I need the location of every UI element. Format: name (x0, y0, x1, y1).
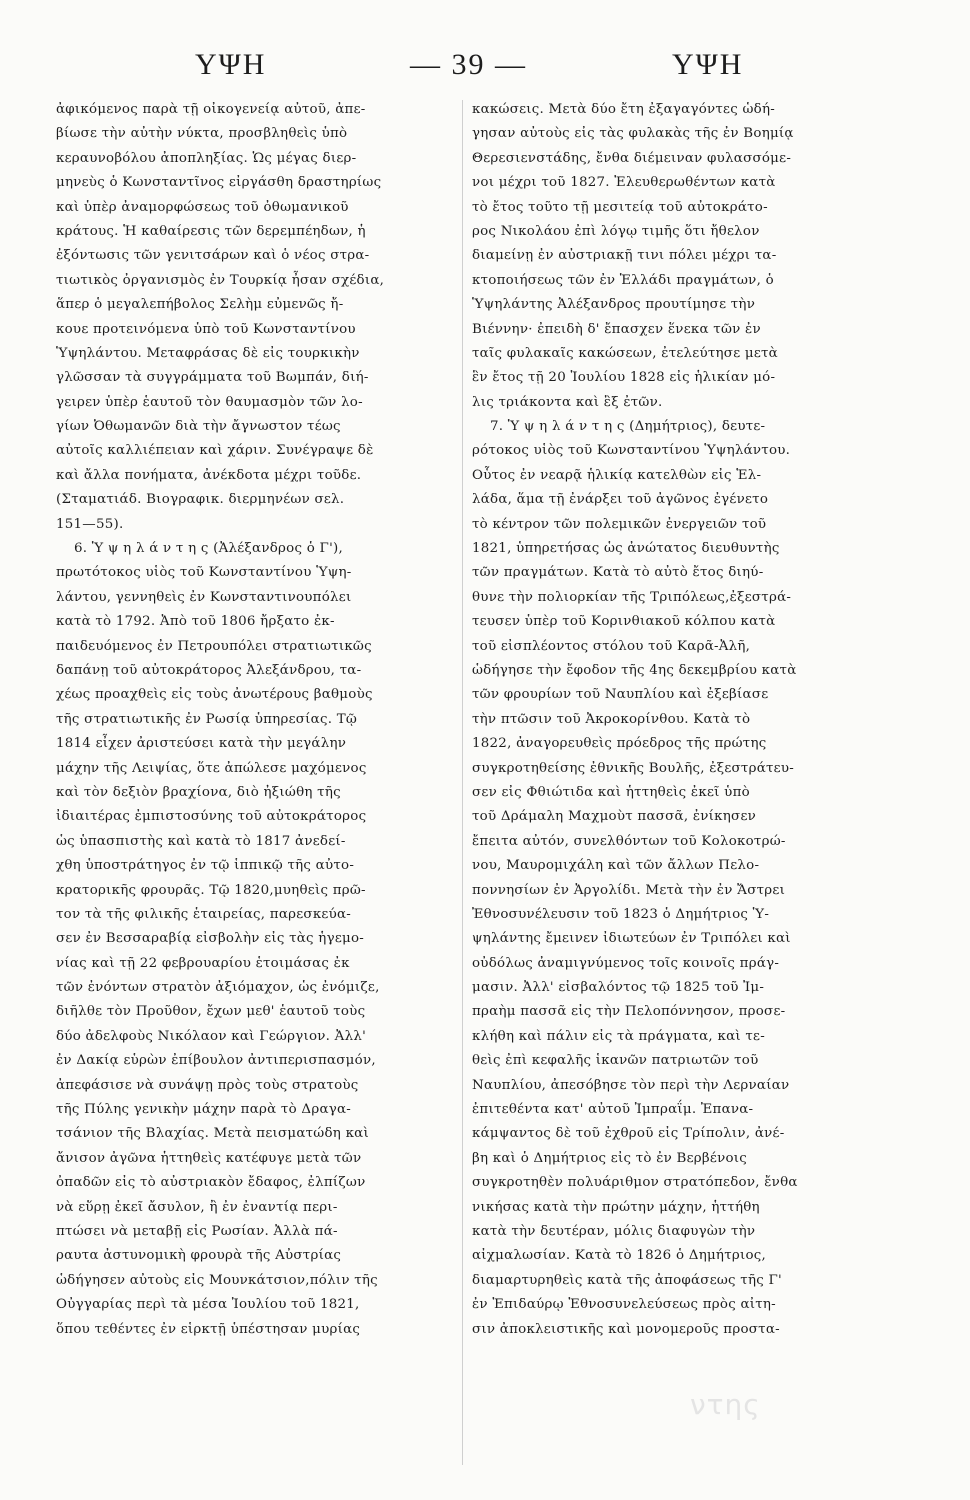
text-line: ἅπερ ὁ μεγαλεπήβολος Σελὴμ εὐμενῶς ἤ- (56, 297, 344, 313)
text-line: νὰ εὕρῃ ἐκεῖ ἄσυλον, ἢ ἐν ἐναντίᾳ περι- (56, 1199, 338, 1215)
text-line: κατὰ τὸ 1792. Ἀπὸ τοῦ 1806 ἤρξατο ἐκ- (56, 614, 335, 630)
text-line: τον τὰ τῆς φιλικῆς ἑταιρείας, παρεσκεύα- (56, 906, 352, 922)
text-line: αἰχμαλωσίαν. Κατὰ τὸ 1826 ὁ Δημήτριος, (472, 1248, 767, 1264)
page-number: — 39 — (410, 48, 527, 81)
text-line: 1822, ἀναγορευθεὶς πρόεδρος τῆς πρώτης (472, 736, 767, 752)
text-line: κεραυνοβόλου ἀποπληξίας. Ὡς μέγας διερ- (56, 150, 357, 166)
text-line: χέως προαχθεὶς εἰς τοὺς ἀνωτέρους βαθμοὺς (56, 687, 373, 703)
text-line: 1814 εἶχεν ἀριστεύσει κατὰ τὴν μεγάλην (56, 736, 347, 752)
text-line: 151—55). (56, 516, 124, 532)
text-line: τῶν ἐνόντων στρατὸν ἀξιόμαχον, ὡς ἐνόμιζε, (56, 980, 380, 996)
text-line: ταῖς φυλακαῖς κακώσεων, ἐτελεύτησε μετὰ (472, 345, 778, 361)
page-header (40, 48, 930, 98)
text-line: γλῶσσαν τὰ συγγράμματα τοῦ Βωμπάν, διή- (56, 370, 369, 386)
text-line: χθη ὑποστράτηγος ἐν τῷ ἱππικῷ τῆς αὐτο- (56, 858, 355, 874)
text-line: καὶ τὸν δεξιὸν βραχίονα, διὸ ἠξιώθη τῆς (56, 784, 341, 800)
text-line: συγκροτηθὲν πολυάριθμον στρατόπεδον, ἔνθα (472, 1175, 798, 1191)
text-line: ἄνισον ἀγῶνα ἡττηθεὶς κατέφυγε μετὰ τῶν (56, 1150, 362, 1166)
right-text-column (472, 98, 904, 1342)
text-line: ἀπεφάσισε νὰ συνάψῃ πρὸς τοὺς στρατοὺς (56, 1077, 359, 1093)
text-line: τευσεν ὑπὲρ τοῦ Κορινθιακοῦ κόλπου κατὰ (472, 614, 776, 630)
text-line: ἔπειτα αὐτόν, συνελθόντων τοῦ Κολοκοτρώ- (472, 833, 786, 849)
text-line: νοι μέχρι τοῦ 1827. Ἐλευθερωθέντων κατὰ (472, 175, 776, 191)
text-line: κουε προτεινόμενα ὑπὸ τοῦ Κωνσταντίνου (56, 321, 356, 337)
text-line: ἐν Ἐπιδαύρῳ Ἐθνοσυνελεύσεως πρὸς αἰτη- (472, 1297, 776, 1313)
text-line: μάχην τῆς Λειψίας, ὅτε ἀπώλεσε μαχόμενος (56, 760, 367, 776)
text-line: πραὴμ πασσᾶ εἰς τὴν Πελοπόννησον, προσε- (472, 1004, 786, 1020)
text-line: τῶν φρουρίων τοῦ Ναυπλίου καὶ ἐξεβίασε (472, 687, 769, 703)
text-line: Βιέννην· ἐπειδὴ δ' ἔπασχεν ἕνεκα τῶν ἐν (472, 321, 761, 337)
text-line: αὐτοῖς καλλιέπειαν καὶ χάριν. Συνέγραψε δὲ (56, 443, 374, 459)
text-line: τοῦ Δράμαλη Μαχμοὺτ πασσᾶ, ἐνίκησεν (472, 809, 757, 825)
text-line: σεν εἰς Φθιώτιδα καὶ ἡττηθεὶς ἐκεῖ ὑπὸ (472, 784, 750, 800)
text-line: (Σταματιάδ. Βιογραφικ. διερμηνέων σελ. (56, 492, 345, 508)
text-line: ἐν Δακίᾳ εὑρὼν ἐπίβουλον ἀντιπερισπασμόν, (56, 1053, 376, 1069)
left-text-column (56, 98, 486, 1342)
text-line: Ναυπλίου, ἀπεσόβησε τὸν περὶ τὴν Λερναίαν (472, 1077, 790, 1093)
text-line: γησαν αὐτοὺς εἰς τὰς φυλακὰς τῆς ἐν Βοημίᾳ (472, 126, 794, 142)
text-line: Οὐγγαρίας περὶ τὰ μέσα Ἰουλίου τοῦ 1821, (56, 1297, 360, 1313)
running-head-left: ΥΨΗ (195, 48, 267, 81)
text-line: ἀφικόμενος παρὰ τῇ οἰκογενείᾳ αὐτοῦ, ἀπε- (56, 102, 366, 117)
text-line: κατὰ τὴν δευτέραν, μόλις διαφυγὼν τὴν (472, 1223, 756, 1239)
text-line: ὡδήγησεν αὐτοὺς εἰς Μουνκάτσιον,πόλιν τῆς (56, 1272, 378, 1288)
text-line: διαμαρτυρηθεὶς κατὰ τῆς ἀποφάσεως τῆς Γ' (472, 1272, 782, 1288)
text-line: ὀπαδῶν εἰς τὸ αὐστριακὸν ἔδαφος, ἐλπίζων (56, 1175, 366, 1191)
text-line: 7. Ὑ ψ η λ ά ν τ η ς (Δημήτριος), δευτε- (490, 419, 766, 435)
text-line: γίων Ὀθωμανῶν διὰ τὴν ἄγνωστον τέως (56, 419, 341, 435)
text-line: κρατορικῆς φρουρᾶς. Τῷ 1820,μυηθεὶς πρῶ- (56, 882, 366, 898)
text-line: Θερεσιενστάδης, ἔνθα διέμειναν φυλασσόμε- (472, 150, 792, 166)
text-line: ἐπιτεθέντα κατ' αὐτοῦ Ἰμπραΐμ. Ἐπανα- (472, 1102, 754, 1118)
text-line: ἓν ἔτος τῇ 20 Ἰουλίου 1828 εἰς ἡλικίαν μό- (472, 370, 776, 386)
text-line: διῆλθε τὸν Προῦθον, ἔχων μεθ' ἑαυτοῦ τοὺς (56, 1004, 366, 1020)
text-line: θεὶς ἐπὶ κεφαλῆς ἱκανῶν πατριωτῶν τοῦ (472, 1053, 759, 1069)
text-line: σεν ἐν Βεσσαραβίᾳ εἰσβολὴν εἰς τὰς ἡγεμο- (56, 931, 365, 947)
text-line: ποννησίων ἐν Ἀργολίδι. Μετὰ τὴν ἐν Ἄστρει (472, 882, 786, 898)
text-line: θυνε τὴν πολιορκίαν τῆς Τριπόλεως,ἐξεστρά- (472, 589, 792, 605)
text-line: ρος Νικολάου ἐπὶ λόγῳ τιμῆς ὅτι ἤθελον (472, 223, 760, 239)
text-line: ὅπου τεθέντες ἐν εἱρκτῇ ὑπέστησαν μυρίας (56, 1321, 361, 1337)
text-line: τῆς Πύλης γενικὴν μάχην παρὰ τὸ Δραγα- (56, 1102, 352, 1118)
text-line: δαπάνῃ τοῦ αὐτοκράτορος Ἀλεξάνδρου, τα- (56, 662, 362, 678)
text-line: λάντου, γεννηθεὶς ἐν Κωνσταντινουπόλει (56, 589, 352, 605)
text-line: μασιν. Ἀλλ' εἰσβαλόντος τῷ 1825 τοῦ Ἰμ- (472, 980, 765, 996)
text-line: πρωτότοκος υἱὸς τοῦ Κωνσταντίνου Ὑψη- (56, 565, 352, 581)
text-line: πτώσει νὰ μεταβῇ εἰς Ρωσίαν. Ἀλλὰ πά- (56, 1223, 338, 1239)
text-line: ἐξόντωσις τῶν γενιτσάρων καὶ ὁ νέος στρα- (56, 248, 370, 264)
text-line: κράτους. Ἡ καθαίρεσις τῶν δερεμπέηδων, ἡ (56, 223, 366, 239)
text-line: τῶν πραγμάτων. Κατὰ τὸ αὐτὸ ἔτος διηύ- (472, 565, 764, 581)
text-line: νου, Μαυρομιχάλη καὶ τῶν ἄλλων Πελο- (472, 858, 760, 874)
text-line: βίωσε τὴν αὐτὴν νύκτα, προσβληθεὶς ὑπὸ (56, 126, 348, 142)
text-line: νικήσας κατὰ τὴν πρώτην μάχην, ἡττήθη (472, 1199, 760, 1215)
text-line: ὡς ὑπασπιστὴς καὶ κατὰ τὸ 1817 ἀνεδεί- (56, 833, 346, 849)
text-line: ρότοκος υἱὸς τοῦ Κωνσταντίνου Ὑψηλάντου. (472, 443, 791, 459)
text-line: νίας καὶ τῇ 22 φεβρουαρίου ἑτοιμάσας ἐκ (56, 955, 350, 971)
text-line: καὶ ἄλλα πονήματα, ἀνέκδοτα μέχρι τοῦδε. (56, 467, 362, 483)
text-line: οὐδόλως ἀναμιγνύμενος τοῖς κοινοῖς πράγ- (472, 955, 780, 971)
text-line: λάδα, ἅμα τῇ ἐνάρξει τοῦ ἀγῶνος ἐγένετο (472, 492, 769, 508)
text-line: 6. Ὑ ψ η λ ά ν τ η ς (Ἀλέξανδρος ὁ Γ'), (74, 541, 344, 557)
text-line: τὸ κέντρον τῶν πολεμικῶν ἐνεργειῶν τοῦ (472, 516, 767, 532)
text-line: μηνεὺς ὁ Κωνσταντῖνος εἰργάσθη δραστηρίως (56, 175, 382, 191)
column-divider (462, 100, 463, 1465)
text-line: βη καὶ ὁ Δημήτριος εἰς τὸ ἐν Βερβένοις (472, 1150, 748, 1166)
running-head-right: ΥΨΗ (672, 48, 744, 81)
text-line: λις τριάκοντα καὶ ἓξ ἐτῶν. (472, 394, 663, 410)
text-line: Ὑψηλάντης Ἀλέξανδρος προυτίμησε τὴν (472, 297, 756, 313)
text-line: διαμείνῃ ἐν αὐστριακῇ τινι πόλει μέχρι τα- (472, 248, 777, 264)
bleed-through-text: ντης (690, 1388, 761, 1421)
text-line: τσάνιον τῆς Βλαχίας. Μετὰ πεισματώδη καὶ (56, 1126, 369, 1142)
text-line: κακώσεις. Μετὰ δύο ἔτη ἐξαγαγόντες ὡδή- (472, 102, 776, 117)
text-line: τὴν πτῶσιν τοῦ Ἀκροκορίνθου. Κατὰ τὸ (472, 711, 751, 727)
text-line: κάμψαντος δὲ τοῦ ἐχθροῦ εἰς Τρίπολιν, ἀνέ- (472, 1126, 785, 1142)
text-line: ψηλάντης ἔμεινεν ἰδιωτεύων ἐν Τριπόλει καὶ (472, 931, 791, 947)
text-line: ραυτα ἀστυνομικὴ φρουρὰ τῆς Αὐστρίας (56, 1248, 342, 1264)
text-line: Ὑψηλάντου. Μεταφράσας δὲ εἰς τουρκικὴν (56, 345, 360, 361)
text-line: καὶ ὑπὲρ ἀναμορφώσεως τοῦ ὀθωμανικοῦ (56, 199, 349, 215)
text-line: κλήθη καὶ πάλιν εἰς τὰ πράγματα, καὶ τε- (472, 1028, 765, 1044)
text-line: κτοποιήσεως τῶν ἐν Ἑλλάδι πραγμάτων, ὁ (472, 272, 774, 288)
text-line: γειρεν ὑπὲρ ἑαυτοῦ τὸν θαυμασμὸν τῶν λο- (56, 394, 363, 410)
text-line: παιδευόμενος ἐν Πετρουπόλει στρατιωτικῶς (56, 638, 372, 654)
text-line: δύο ἀδελφοὺς Νικόλαον καὶ Γεώργιον. Ἀλλ' (56, 1028, 367, 1044)
text-line: ὡδήγησε τὴν ἔφοδον τῆς 4ης δεκεμβρίου κατὰ (472, 662, 797, 678)
text-line: τοῦ εἰσπλέοντος στόλου τοῦ Καρᾶ-Ἀλῆ, (472, 638, 751, 654)
text-line: σιν ἀποκλειστικῆς καὶ μονομεροῦς προστα- (472, 1321, 780, 1337)
text-line: 1821, ὑπηρετήσας ὡς ἀνώτατος διευθυντὴς (472, 541, 780, 557)
text-line: τῆς στρατιωτικῆς ἐν Ρωσίᾳ ὑπηρεσίας. Τῷ (56, 711, 358, 727)
text-line: τιωτικὸς ὀργανισμὸς ἐν Τουρκίᾳ ἦσαν σχέδια, (56, 272, 385, 288)
text-line: Οὗτος ἐν νεαρᾷ ἡλικίᾳ κατελθὼν εἰς Ἑλ- (472, 467, 762, 483)
text-line: τὸ ἔτος τοῦτο τῇ μεσιτείᾳ τοῦ αὐτοκράτο- (472, 199, 768, 215)
text-line: Ἐθνοσυνέλευσιν τοῦ 1823 ὁ Δημήτριος Ὑ- (472, 906, 770, 922)
text-line: συγκροτηθείσης ἐθνικῆς Βουλῆς, ἐξεστράτευ- (472, 760, 795, 776)
text-line: ἰδιαιτέρας ἐμπιστοσύνης τοῦ αὐτοκράτορος (56, 809, 367, 825)
